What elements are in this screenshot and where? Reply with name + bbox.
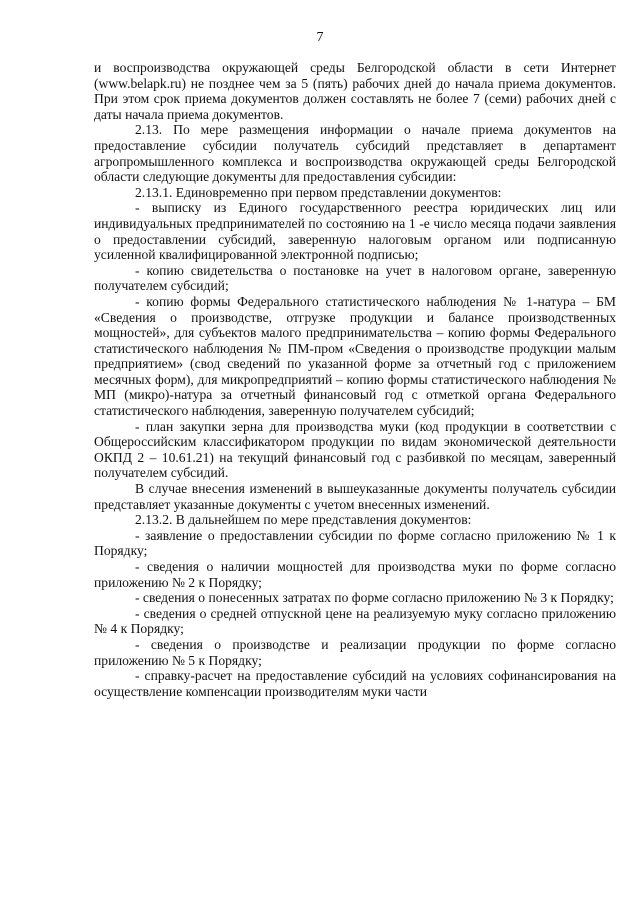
paragraph-continuation: и воспроизводства окружающей среды Белгородской области в сети Интернет (www.belapk.ru) не позднее чем за 5 (пять) рабочих дней до начала приема документов. При этом срок приема документов должен составлять не более 7 (семи) рабочих дней с даты начала приема документов. [94,60,616,122]
list-item-calculation-certificate: - справку-расчет на предоставление субсидий на условиях софинансирования на осуществление компенсации производителям муки части [94,668,616,699]
paragraph-changes-note: В случае внесения изменений в вышеуказанные документы получатель субсидии представляет указанные документы с учетом внесенных изменений. [94,481,616,512]
list-item-production-info: - сведения о производстве и реализации продукции по форме согласно приложению № 5 к Порядку; [94,636,616,668]
document-body [94,60,616,699]
list-item-tax-certificate: - копию свидетельства о постановке на учет в налоговом органе, заверенную получателем субсидий; [94,262,616,294]
list-item-egrul-extract: - выписку из Единого государственного реестра юридических лиц или индивидуальных предпринимателей по состоянию на 1 -е число месяца подачи заявления о предоставлении субсидий, заверенную налоговым органом или подписанную усиленной квалифицированной электронной подписью; [94,200,616,263]
paragraph-2-13: 2.13. По мере размещения информации о начале приема документов на предоставление субсидии получатель субсидий представляет в департамент агропромышленного комплекса и воспроизводства окружающей среды Белгородской области следующие документы для предоставления субсидии: [94,122,616,185]
paragraph-2-13-1: 2.13.1. Единовременно при первом представлении документов: [135,184,502,200]
list-item-statistical-form: - копию формы Федерального статистического наблюдения № 1-натура – БМ «Сведения о производстве, отгрузке продукции и балансе производственных мощностей», для субъектов малого предпринимательства – копию формы Федерального статистического наблюдения № ПМ-пром «Сведения о производстве продукции малым предприятием» (свод сведений по указанной форме за отчетный год с приложением месячных форм), для микропредприятий – копию формы статистического наблюдения № МП (микро)-натура за отчетный финансовый год с отметкой органа Федерального статистического наблюдения, заверенную получателем субсидий; [94,293,616,419]
list-item-costs-info: - сведения о понесенных затратах по форме согласно приложению № 3 к Порядку; [135,590,614,606]
page-number: 7 [316,30,324,45]
paragraph-2-13-2: 2.13.2. В дальнейшем по мере представления документов: [135,512,472,528]
list-item-application: - заявление о предоставлении субсидии по форме согласно приложению № 1 к Порядку; [94,527,616,559]
list-item-price-info: - сведения о средней отпускной цене на реализуемую муку согласно приложению № 4 к Порядку; [94,605,616,637]
list-item-capacity-info: - сведения о наличии мощностей для производства муки по форме согласно приложению № 2 к Порядку; [94,559,616,590]
list-item-grain-purchase-plan: - план закупки зерна для производства муки (код продукции в соответствии с Общероссийским классификатором продукции по видам экономической деятельности ОКПД 2 – 10.61.21) на текущий финансовый год с разбивкой по месяцам, заверенный получателем субсидий. [94,418,616,481]
